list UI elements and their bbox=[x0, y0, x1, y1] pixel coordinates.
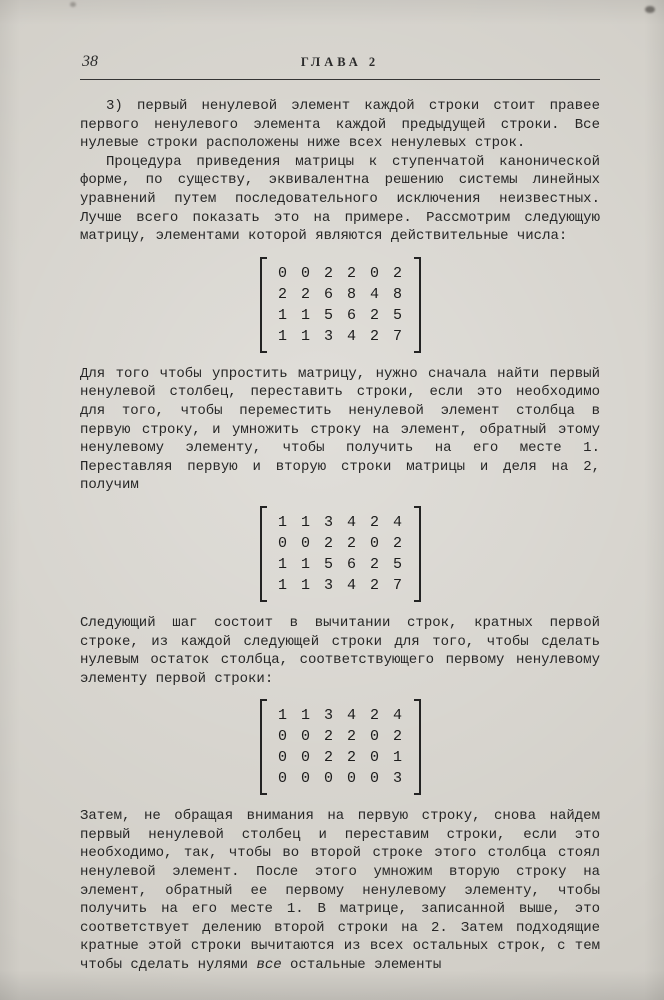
matrix-cell: 6 bbox=[323, 285, 333, 303]
matrix-cell: 0 bbox=[346, 770, 356, 788]
page-header bbox=[80, 52, 600, 72]
matrix-row bbox=[278, 533, 403, 554]
matrix-row bbox=[278, 512, 403, 533]
matrix-cell: 0 bbox=[277, 728, 287, 746]
matrix-cell: 2 bbox=[323, 534, 333, 552]
matrix-row bbox=[278, 263, 403, 284]
matrix-cell: 3 bbox=[323, 513, 333, 531]
matrix-cell: 2 bbox=[369, 327, 379, 345]
matrix-cell: 1 bbox=[277, 327, 287, 345]
matrix-row bbox=[278, 305, 403, 326]
matrix-cell: 2 bbox=[392, 728, 402, 746]
matrix-cell: 8 bbox=[392, 285, 402, 303]
paragraph-5-emphasis: все bbox=[256, 957, 282, 974]
matrix-left-bracket bbox=[260, 506, 267, 602]
matrix-cell: 0 bbox=[277, 749, 287, 767]
header-rule bbox=[80, 79, 600, 80]
matrix-cell: 1 bbox=[392, 749, 402, 767]
matrix-cell: 4 bbox=[346, 327, 356, 345]
matrix-cell: 7 bbox=[392, 327, 402, 345]
chapter-title: ГЛАВА 2 bbox=[300, 55, 380, 69]
matrix-cell: 0 bbox=[277, 264, 287, 282]
page-number: 38 bbox=[82, 53, 98, 70]
matrix-cell: 2 bbox=[369, 555, 379, 573]
matrix-cell: 1 bbox=[277, 576, 287, 594]
matrix-row bbox=[278, 554, 403, 575]
matrix-cell: 0 bbox=[300, 749, 310, 767]
matrix-values bbox=[267, 699, 414, 795]
matrix-cell: 2 bbox=[346, 534, 356, 552]
matrix-cell: 6 bbox=[346, 555, 356, 573]
matrix-cell: 5 bbox=[392, 306, 402, 324]
matrix-cell: 0 bbox=[369, 728, 379, 746]
matrix-3 bbox=[260, 699, 421, 795]
matrix-cell: 2 bbox=[300, 285, 310, 303]
matrix-left-bracket bbox=[260, 257, 267, 353]
scan-smudge bbox=[645, 6, 655, 13]
matrix-values bbox=[267, 506, 414, 602]
matrix-cell: 2 bbox=[369, 513, 379, 531]
matrix-cell: 1 bbox=[300, 576, 310, 594]
matrix-row bbox=[278, 284, 403, 305]
matrix-cell: 1 bbox=[300, 513, 310, 531]
paragraph-3: Для того чтобы упростить матрицу, нужно сначала найти первый ненулевой столбец, переставить строки, если это необходимо для того, чтобы переместить ненулевой элемент столбца в первую строку, и умножить строку на элемент, обратный этому ненулевому элементу, чтобы получить на его месте 1. Переставляя первую и вторую строки матрицы и деля на 2, получим bbox=[80, 365, 600, 494]
matrix-cell: 3 bbox=[323, 576, 333, 594]
matrix-cell: 2 bbox=[277, 285, 287, 303]
matrix-1 bbox=[260, 257, 421, 353]
matrix-cell: 2 bbox=[323, 264, 333, 282]
matrix-cell: 0 bbox=[369, 534, 379, 552]
matrix-cell: 4 bbox=[392, 707, 402, 725]
matrix-cell: 2 bbox=[369, 576, 379, 594]
matrix-cell: 0 bbox=[300, 534, 310, 552]
matrix-cell: 7 bbox=[392, 576, 402, 594]
paragraph-5-text-end: остальные элементы bbox=[281, 957, 442, 974]
matrix-cell: 4 bbox=[369, 285, 379, 303]
matrix-cell: 5 bbox=[392, 555, 402, 573]
paragraph-5 bbox=[80, 807, 600, 974]
matrix-cell: 5 bbox=[323, 306, 333, 324]
matrix-cell: 0 bbox=[300, 770, 310, 788]
paragraph-4: Следующий шаг состоит в вычитании строк, кратных первой строке, из каждой следующей строки для того, чтобы сделать нулевым остаток столбца, соответствующего первому ненулевому элементу первой строки: bbox=[80, 614, 600, 687]
matrix-cell: 4 bbox=[392, 513, 402, 531]
page-body bbox=[80, 97, 600, 975]
matrix-cell: 0 bbox=[300, 264, 310, 282]
matrix-right-bracket bbox=[414, 506, 421, 602]
matrix-cell: 1 bbox=[277, 513, 287, 531]
matrix-cell: 4 bbox=[346, 576, 356, 594]
matrix-cell: 1 bbox=[300, 555, 310, 573]
matrix-cell: 2 bbox=[346, 264, 356, 282]
matrix-right-bracket bbox=[414, 257, 421, 353]
matrix-figure-2 bbox=[80, 506, 600, 602]
paragraph-2: Процедура приведения матрицы к ступенчатой канонической форме, по существу, эквивалентна решению системы линейных уравнений путем последовательного исключения неизвестных. Лучше всего показать это на примере. Рассмотрим следующую матрицу, элементами которой являются действительные числа: bbox=[80, 153, 600, 245]
matrix-cell: 5 bbox=[323, 555, 333, 573]
matrix-left-bracket bbox=[260, 699, 267, 795]
matrix-row bbox=[278, 326, 403, 347]
paragraph-1: 3) первый ненулевой элемент каждой строки стоит правее первого ненулевого элемента каждой предыдущей строки. Все нулевые строки расположены ниже всех ненулевых строк. bbox=[80, 98, 600, 152]
matrix-cell: 2 bbox=[392, 264, 402, 282]
matrix-cell: 6 bbox=[346, 306, 356, 324]
matrix-row bbox=[278, 768, 403, 789]
matrix-cell: 2 bbox=[346, 728, 356, 746]
matrix-cell: 3 bbox=[392, 770, 402, 788]
matrix-cell: 2 bbox=[392, 534, 402, 552]
matrix-row bbox=[278, 726, 403, 747]
matrix-row bbox=[278, 705, 403, 726]
matrix-cell: 0 bbox=[277, 534, 287, 552]
matrix-cell: 1 bbox=[300, 327, 310, 345]
matrix-cell: 0 bbox=[369, 264, 379, 282]
matrix-row bbox=[278, 747, 403, 768]
matrix-row bbox=[278, 575, 403, 596]
matrix-cell: 1 bbox=[300, 306, 310, 324]
matrix-cell: 1 bbox=[277, 306, 287, 324]
matrix-cell: 3 bbox=[323, 327, 333, 345]
paragraph-5-text: Затем, не обращая внимания на первую строку, снова найдем первый ненулевой столбец и переставим строки, если это необходимо, так, чтобы во второй строке этого столбца стоял ненулевой элемент. После этого умножим вторую строку на элемент, обратный ее первому ненулевому элементу, чтобы получить на его месте 1. В матрице, записанной выше, это соответствует делению второй строки на 2. Затем подходящие кратные этой строки вычитаются из всех остальных строк, с тем чтобы сделать нулями bbox=[80, 808, 600, 974]
matrix-cell: 2 bbox=[369, 707, 379, 725]
matrix-cell: 2 bbox=[346, 749, 356, 767]
matrix-cell: 8 bbox=[346, 285, 356, 303]
matrix-cell: 1 bbox=[277, 707, 287, 725]
matrix-cell: 2 bbox=[323, 728, 333, 746]
matrix-cell: 2 bbox=[369, 306, 379, 324]
matrix-figure-1 bbox=[80, 257, 600, 353]
matrix-2 bbox=[260, 506, 421, 602]
matrix-cell: 0 bbox=[369, 749, 379, 767]
matrix-cell: 0 bbox=[323, 770, 333, 788]
matrix-cell: 0 bbox=[300, 728, 310, 746]
matrix-cell: 2 bbox=[323, 749, 333, 767]
matrix-cell: 0 bbox=[277, 770, 287, 788]
matrix-values bbox=[267, 257, 414, 353]
matrix-figure-3 bbox=[80, 699, 600, 795]
matrix-cell: 3 bbox=[323, 707, 333, 725]
scan-smudge bbox=[70, 2, 76, 7]
matrix-right-bracket bbox=[414, 699, 421, 795]
matrix-cell: 1 bbox=[277, 555, 287, 573]
matrix-cell: 4 bbox=[346, 707, 356, 725]
matrix-cell: 0 bbox=[369, 770, 379, 788]
matrix-cell: 1 bbox=[300, 707, 310, 725]
matrix-cell: 4 bbox=[346, 513, 356, 531]
